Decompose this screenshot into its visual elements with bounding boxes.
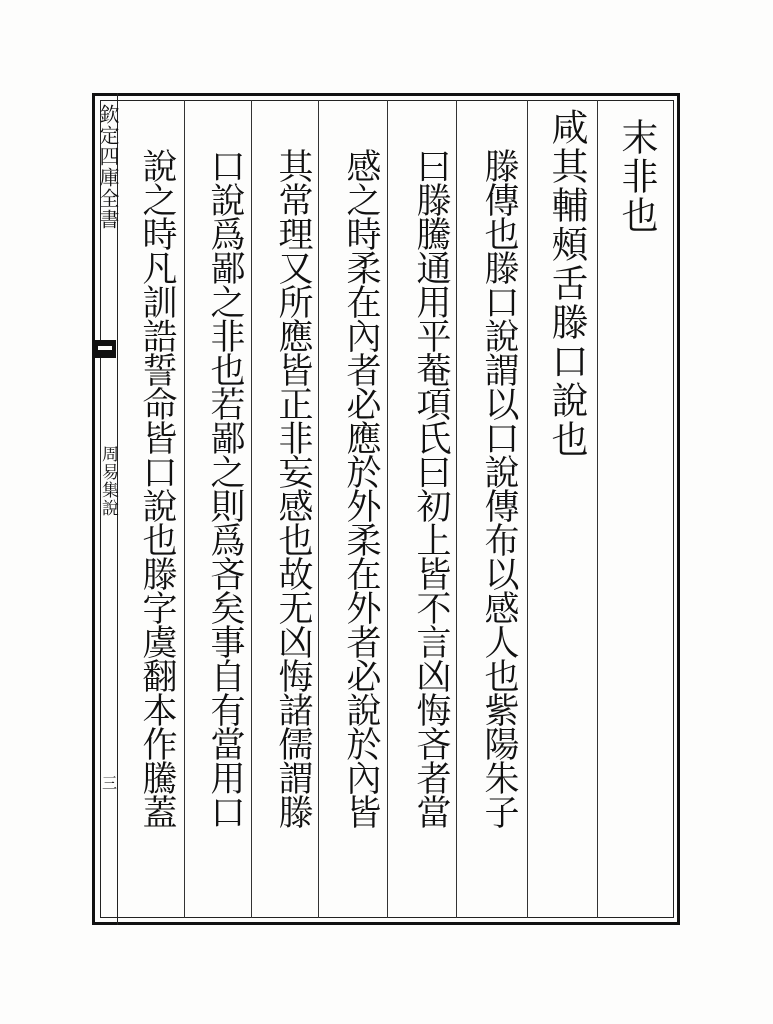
text-column-8: 說之時凡訓誥誓命皆口說也滕字虞翻本作騰蓋 (137, 148, 177, 828)
column-rule (597, 100, 598, 918)
text-column-5: 感之時柔在內者必應於外柔在外者必說於內皆 (341, 148, 381, 828)
column-rule (184, 100, 185, 918)
text-column-6: 其常理又所應皆正非妄感也故无凶悔諸儒謂滕 (273, 148, 313, 828)
fish-tail-mark (94, 340, 116, 358)
text-column-7: 口說爲鄙之非也若鄙之則爲吝矣事自有當用口 (205, 148, 245, 828)
text-column-1: 末非也 (615, 118, 658, 235)
text-column-3: 滕傳也滕口說謂以口說傳布以感人也紫陽朱子 (479, 148, 519, 828)
page-number: 三 (100, 775, 118, 791)
column-rule (318, 100, 319, 918)
chapter-title: 周易集說 (98, 445, 118, 517)
text-column-2: 咸其輔頰舌滕口說也 (545, 108, 588, 459)
column-rule (456, 100, 457, 918)
book-title: 欽定四庫全書 (96, 104, 120, 230)
text-column-4: 曰滕騰通用平菴項氏曰初上皆不言凶悔吝者當 (411, 148, 451, 828)
column-rule (387, 100, 388, 918)
column-rule (251, 100, 252, 918)
column-rule (527, 100, 528, 918)
